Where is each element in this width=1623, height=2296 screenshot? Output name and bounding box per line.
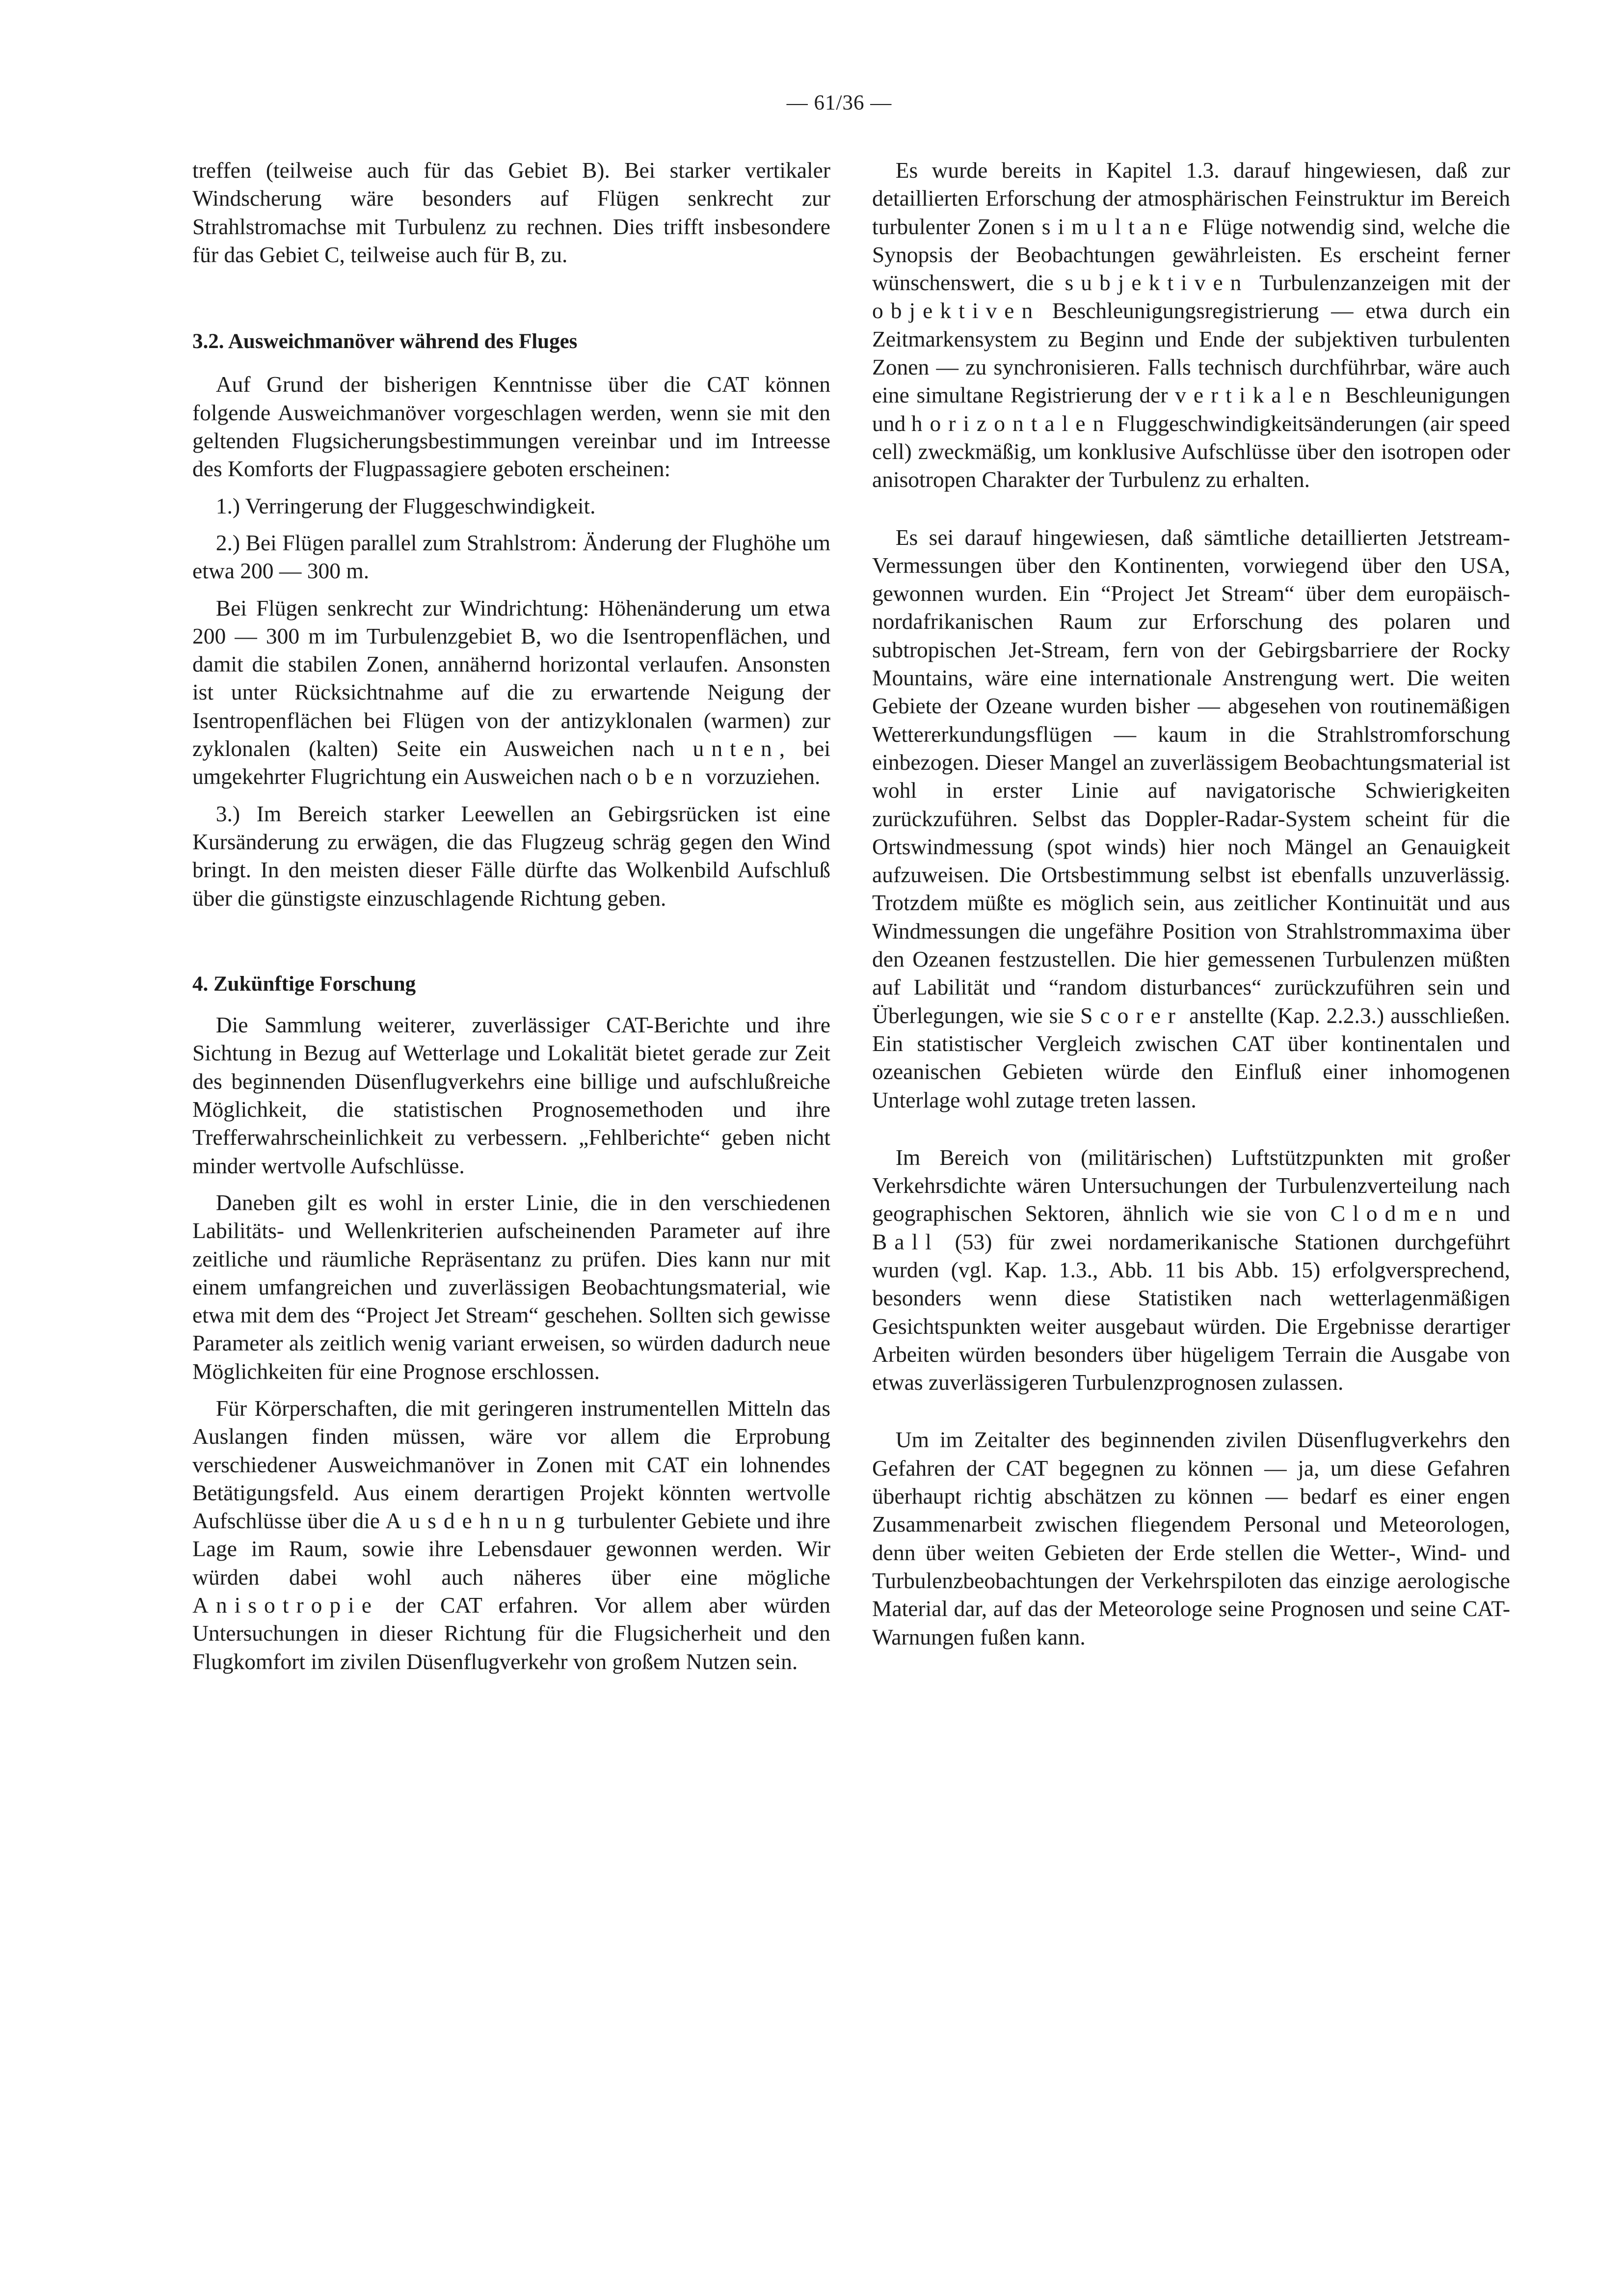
spaced-word-unten: unten (692, 736, 779, 761)
paragraph-jetstream-vermessungen: Es sei darauf hingewiesen, daß sämtliche detaillierten Jetstream-Vermessungen über den Kontinenten, vorwiegend über den USA, gewonnen wurden. Ein “Project Jet Stream“ über dem europäisch-nordafrikanischen Raum zur Erforschung des polaren und subtropischen Jet-Stream, fern von der Gebirgsbarriere der Rocky Mountains, wäre eine internationale Anstrengung wert. Die weiten Gebiete der Ozeane wurden bisher — abgesehen von routinemäßigen Wettererkundungsflügen — kaum in die Strahlstromforschung einbezogen. Dieser Mangel an zuverlässigem Beobachtungsmaterial ist wohl in erster Linie auf navigatorische Schwierigkeiten zurückzuführen. Selbst das Doppler-Radar-System scheint für die Ortswindmessung (spot winds) hier noch Mängel an Genauigkeit aufzuweisen. Die Ortsbestimmung selbst ist ebenfalls unzuverlässig. Trotzdem müßte es möglich sein, aus zeitlicher Kontinuität und aus Windmessungen die ungefähre Position von Strahlstrommaxima über den Ozeanen festzustellen. Die hier gemessenen Turbulenzen müßten auf Labilität und “random disturbances“ zurückzuführen sein und Überlegungen, wie sie Scorer anstellte (Kap. 2.2.3.) ausschließen. Ein statistischer Vergleich zwischen CAT über kontinentalen und ozeanischen Gebieten würde den Einfluß einer inhomogenen Unterlage wohl zutage treten lassen. (872, 524, 1510, 1112)
paragraph-daneben: Daneben gilt es wohl in erster Linie, die in den verschiedenen Labilitäts- und Wellenkriterien aufscheinenden Parameter auf ihre zeitliche und räumliche Repräsentanz zu prüfen. Dies kann nur mit einem umfangreichen und zuverlässigen Beobachtungsmaterial, wie etwa mit dem des “Project Jet Stream“ geschehen. Sollten sich gewisse Parameter als zeitlich wenig variant erweisen, so würden dadurch neue Möglichkeiten für eine Prognose erschlossen. (192, 1189, 830, 1384)
list-item-1: 1.) Verringerung der Fluggeschwindigkeit. (215, 493, 596, 518)
list-item-2: 2.) Bei Flügen parallel zum Strahlstrom: Änderung der Flughöhe um etwa 200 — 300 m. (192, 530, 830, 584)
paragraph-koerperschaften: Für Körperschaften, die mit geringeren instrumentellen Mitteln das Auslangen finden müssen, wäre vor allem die Erprobung verschiedener Ausweichmanöver in Zonen mit CAT ein lohnendes Betätigungsfeld. Aus einem derartigen Projekt könnten wertvolle Aufschlüsse über die Ausdehnung turbulenter Gebiete und ihre Lage im Raum, sowie ihre Lebensdauer gewonnen werden. Wir würden dabei wohl auch näheres über eine mögliche Anisotropie der CAT erfahren. Vor allem aber würden Untersuchungen in dieser Richtung für die Flugsicherheit und den Flugkomfort im zivilen Düsenflugverkehr von großem Nutzen sein. (192, 1395, 830, 1674)
spaced-word-vertikalen: vertikalen (1175, 382, 1338, 408)
spaced-word-horizontalen: horizontalen (911, 410, 1112, 436)
spaced-word-ball: Ball (872, 1229, 939, 1254)
spaced-word-clodmen: Clodmen (1330, 1201, 1464, 1226)
paragraph-continuation: treffen (teilweise auch für das Gebiet B). Bei starker vertikaler Windscherung wäre besonders auf Flügen senkrecht zur Strahlstromachse mit Turbulenz zu rechnen. Dies trifft insbesondere für das Gebiet C, teilweise auch für B, zu. (192, 158, 830, 267)
spaced-word-objektiven: objektiven (872, 298, 1040, 324)
spaced-word-oben: oben (627, 764, 700, 789)
list-item-3: 3.) Im Bereich starker Leewellen an Gebirgsrücken ist eine Kursänderung zu erwägen, die das Flugzeug schräg gegen den Wind bringt. In den meisten dieser Fälle dürfte das Wolkenbild Aufschluß über die günstigste einzuschlagende Richtung geben. (192, 801, 830, 911)
page-number: — 61/36 — (786, 91, 892, 114)
spaced-word-anisotropie: Anisotropie (192, 1593, 379, 1618)
paragraph-ausweich-intro: Auf Grund der bisherigen Kenntnisse über die CAT können folgende Ausweichmanöver vorgeschlagen werden, wenn sie mit den geltenden Flugsicherungsbestimmungen vereinbar und im Intreesse des Komforts der Flugpassagiere geboten erscheinen: (192, 372, 830, 482)
spaced-word-scorer: Scorer (1080, 1002, 1183, 1028)
left-column (192, 156, 830, 1675)
spaced-word-subjektiven: subjektiven (1064, 270, 1249, 296)
right-column (872, 156, 1510, 1651)
paragraph-simultane-fluege: Es wurde bereits in Kapitel 1.3. darauf hingewiesen, daß zur detaillierten Erforschung der atmosphärischen Feinstruktur im Bereich turbulenter Zonen simultane Flüge notwendig sind, welche die Synopsis der Beobachtungen gewährleisten. Es erscheint ferner wünschenswert, die subjektiven Turbulenzanzeigen mit der objektiven Beschleunigungsregistrierung — etwa durch ein Zeitmarkensystem zu Beginn und Ende der subjektiven turbulenten Zonen — zu synchronisieren. Falls technisch durchführbar, wäre auch eine simultane Registrierung der vertikalen Beschleunigungen und horizontalen Fluggeschwindigkeitsänderungen (air speed cell) zweckmäßig, um konklusive Aufschlüsse über den isotropen oder anisotropen Charakter der Turbulenz zu erhalten. (872, 158, 1511, 492)
paragraph-senkrecht: Bei Flügen senkrecht zur Windrichtung: Höhenänderung um etwa 200 — 300 m im Turbulenzgebiet B, wo die Isentropenflächen, und damit die stabilen Zonen, annähernd horizontal verlaufen. Ansonsten ist unter Rücksichtnahme auf die zu erwartende Neigung der Isentropenflächen bei Flügen von der antizyklonalen (warmen) zur zyklonalen (kalten) Seite ein Ausweichen nach unten, bei umgekehrter Flugrichtung ein Ausweichen nach oben vorzuziehen. (192, 595, 830, 789)
spaced-word-simultane: simultane (1041, 214, 1195, 239)
section-heading-3-2: 3.2. Ausweichmanöver während des Fluges (192, 330, 578, 353)
paragraph-sammlung: Die Sammlung weiterer, zuverlässiger CAT-Berichte und ihre Sichtung in Bezug auf Wetterlage und Lokalität bietet gerade zur Zeit des beginnenden Düsenflugverkehrs eine billige und aufschlußreiche Möglichkeit, die statistischen Prognosemethoden und ihre Trefferwahrscheinlichkeit zu verbessern. „Fehlberichte“ geben nicht minder wertvolle Aufschlüsse. (192, 1012, 830, 1178)
paragraph-zusammenarbeit: Um im Zeitalter des beginnenden zivilen Düsenflugverkehrs den Gefahren der CAT begegnen zu können — ja, um diese Gefahren überhaupt richtig abschätzen zu können — bedarf es einer engen Zusammenarbeit zwischen fliegendem Personal und Meteorologen, denn über weiten Gebieten der Erde stellen die Wetter-, Wind- und Turbulenzbeobachtungen der Verkehrspiloten das einzige aerologische Material dar, auf das der Meteorologe seine Prognosen und seine CAT-Warnungen fußen kann. (872, 1427, 1510, 1649)
section-heading-4: 4. Zukünftige Forschung (192, 972, 416, 996)
paragraph-luftstuetzpunkte: Im Bereich von (militärischen) Luftstützpunkten mit großer Verkehrsdichte wären Untersuchungen der Turbulenzverteilung nach geographischen Sektoren, ähnlich wie sie von Clodmen und Ball (53) für zwei nordamerikanische Stationen durchgeführt wurden (vgl. Kap. 1.3., Abb. 11 bis Abb. 15) erfolgversprechend, besonders wenn diese Statistiken nach wetterlagenmäßigen Gesichtspunkten weiter ausgebaut würden. Die Ergebnisse derartiger Arbeiten würden besonders über hügeligem Terrain die Ausgabe von etwas zuverlässigeren Turbulenzprognosen zulassen. (872, 1144, 1510, 1395)
spaced-word-ausdehnung: Ausdehnung (385, 1508, 572, 1534)
